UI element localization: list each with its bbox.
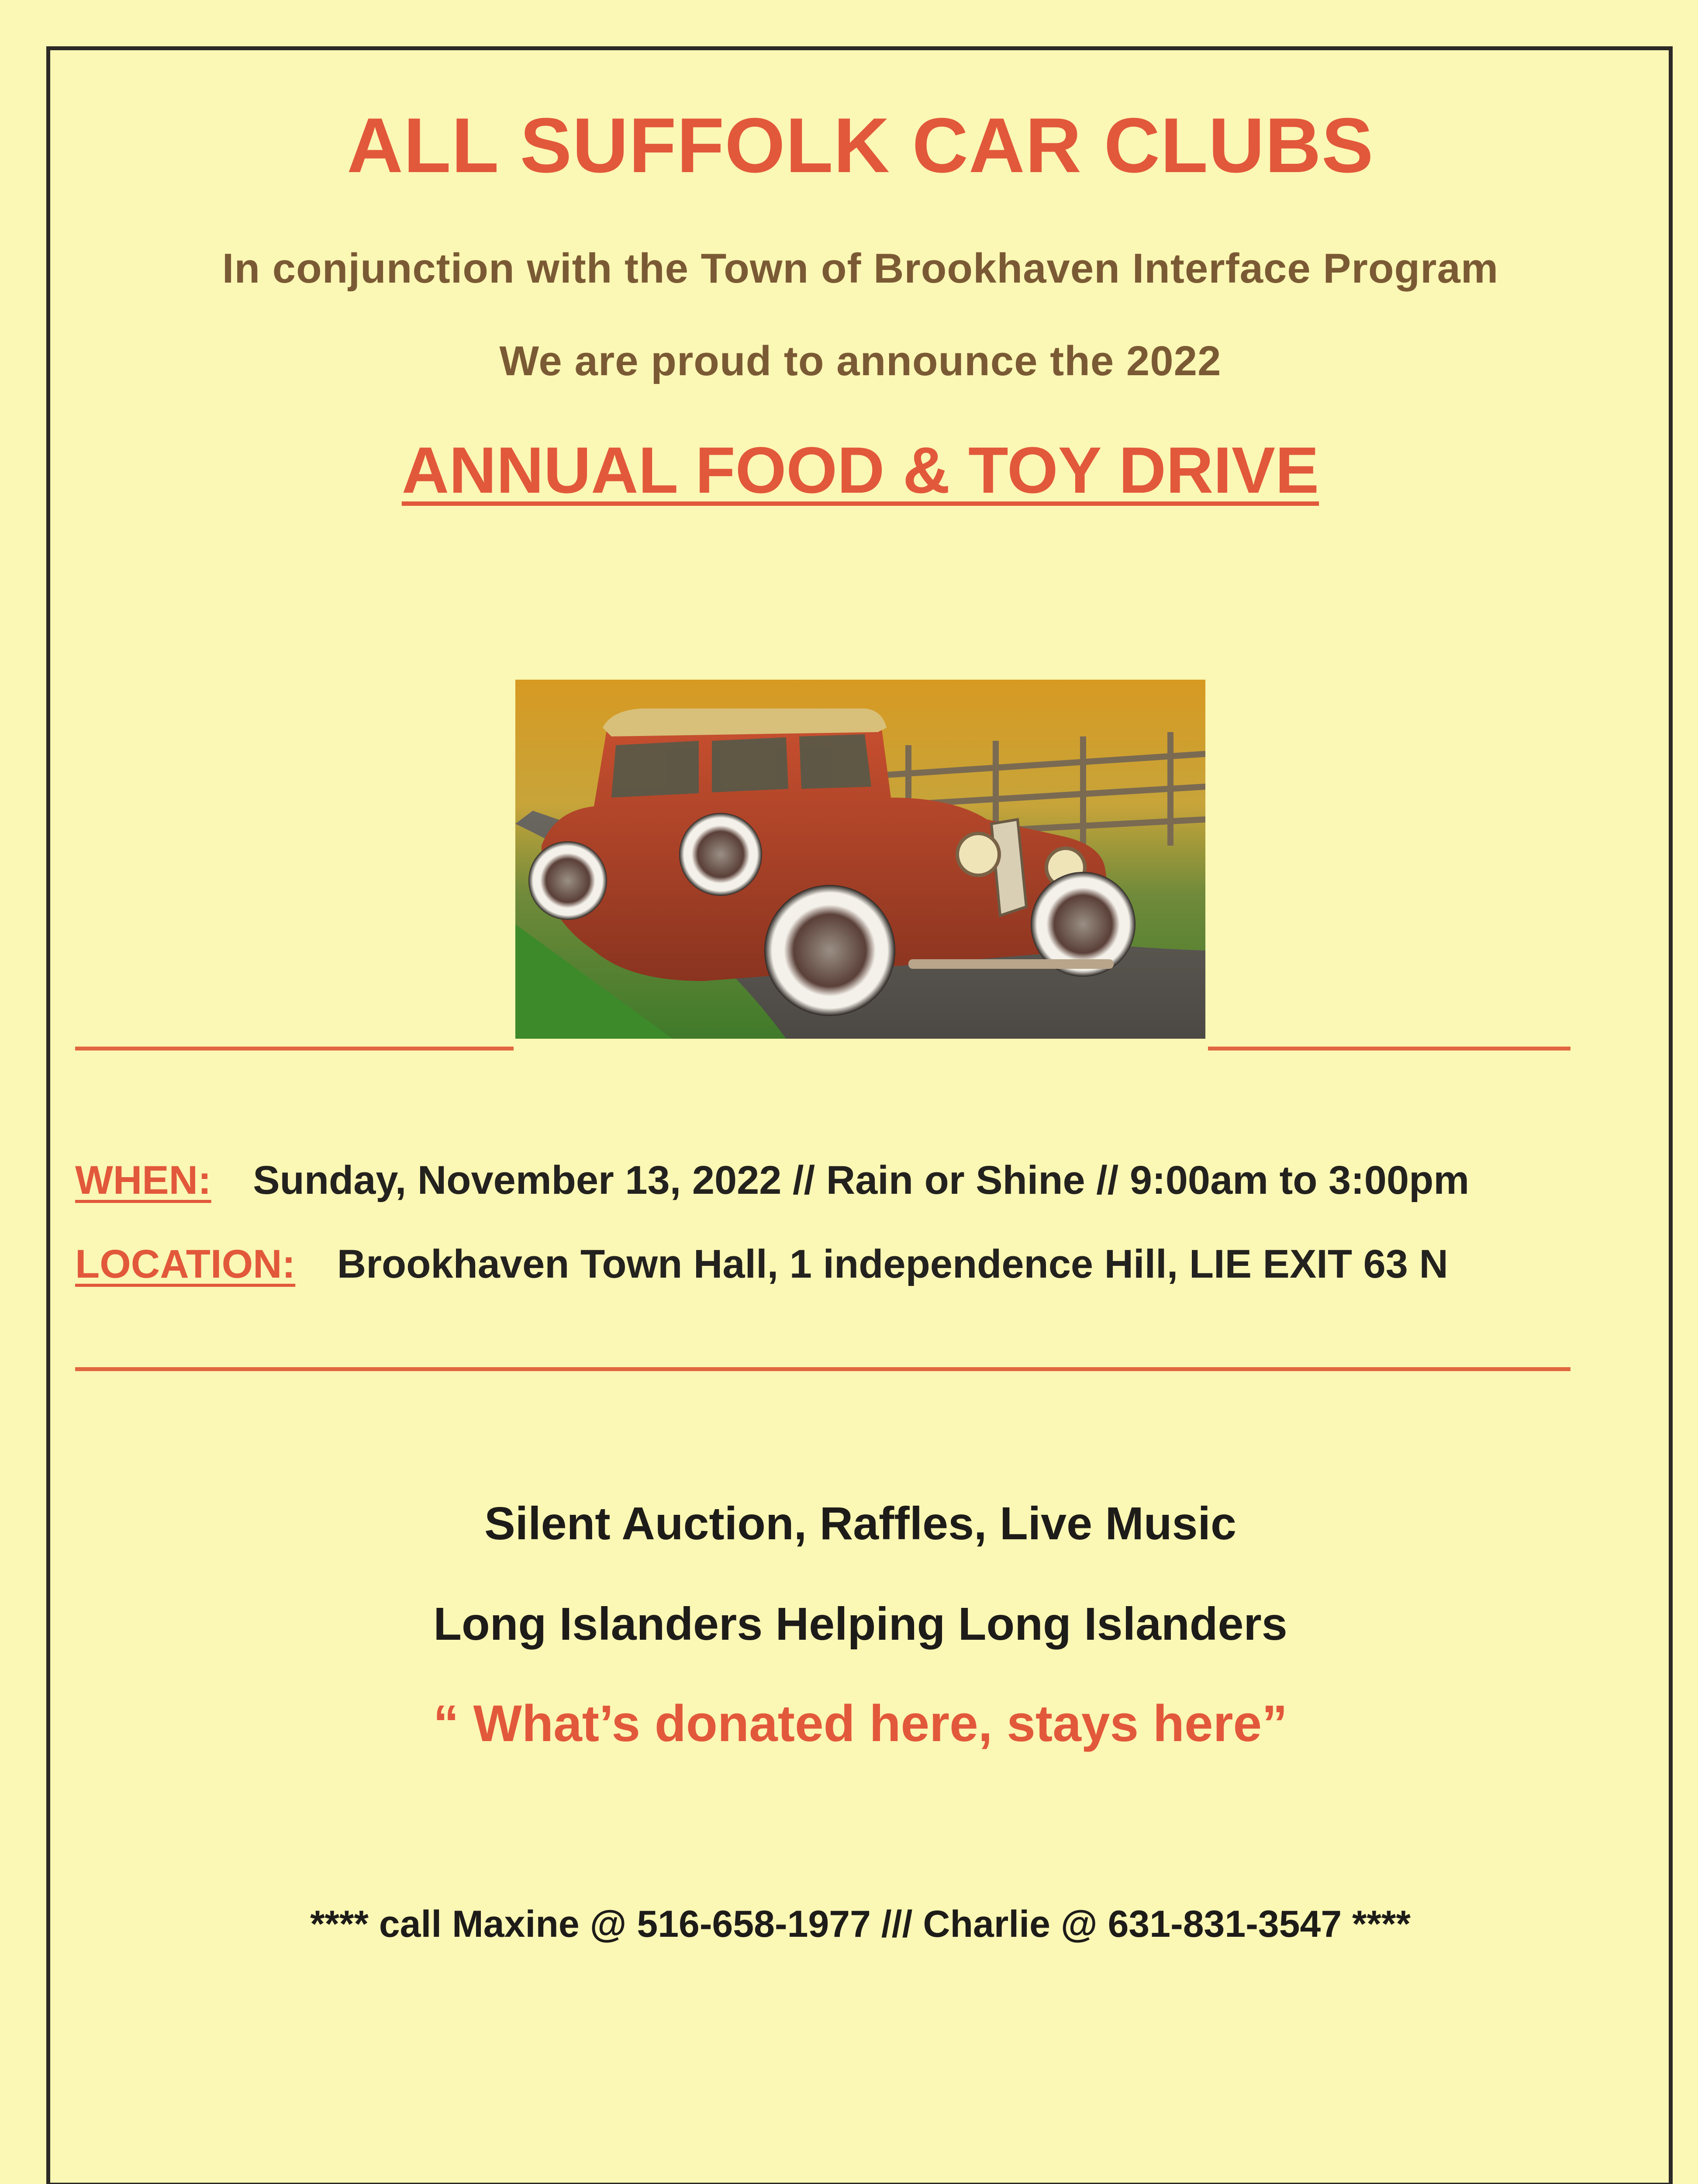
contact-info: **** call Maxine @ 516-658-1977 /// Charlie @ 631-831-3547 **** bbox=[310, 1903, 1411, 1945]
location-value: Brookhaven Town Hall, 1 independence Hill, LIE EXIT 63 N bbox=[337, 1242, 1448, 1286]
location-label: LOCATION: bbox=[75, 1242, 296, 1286]
vintage-red-car-icon bbox=[515, 680, 1205, 1039]
event-highlights: Silent Auction, Raffles, Live Music bbox=[484, 1498, 1236, 1549]
event-name-heading: ANNUAL FOOD & TOY DRIVE bbox=[401, 433, 1319, 507]
vintage-car-photo bbox=[515, 680, 1205, 1039]
divider-left bbox=[75, 1047, 514, 1051]
flyer-subtitle-announcement: We are proud to announce the 2022 bbox=[499, 338, 1222, 384]
event-location-row bbox=[75, 1241, 1448, 1287]
event-quote: “ What’s donated here, stays here” bbox=[433, 1695, 1288, 1752]
event-tagline: Long Islanders Helping Long Islanders bbox=[433, 1598, 1287, 1650]
when-value: Sunday, November 13, 2022 // Rain or Shine // 9:00am to 3:00pm bbox=[253, 1158, 1470, 1203]
flyer-title: ALL SUFFOLK CAR CLUBS bbox=[347, 102, 1374, 189]
flyer-subtitle-partnership: In conjunction with the Town of Brookhaven Interface Program bbox=[222, 245, 1499, 292]
when-label: WHEN: bbox=[75, 1158, 211, 1203]
event-when-row bbox=[75, 1158, 1469, 1203]
divider-full bbox=[75, 1367, 1570, 1371]
divider-right bbox=[1208, 1047, 1570, 1051]
